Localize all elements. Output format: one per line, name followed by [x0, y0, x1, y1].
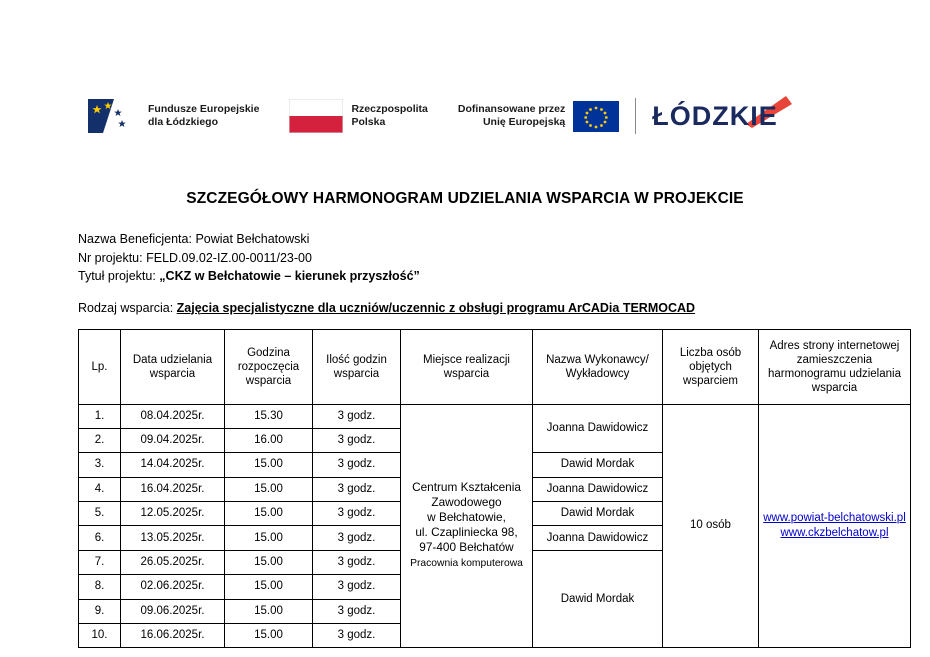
- beneficiary-line: [78, 230, 852, 249]
- cell-lp: 4.: [79, 477, 121, 501]
- place-line1: Centrum Kształcenia: [412, 480, 521, 495]
- logo-divider: [635, 98, 636, 134]
- cell-websites: [759, 404, 911, 648]
- link-ckz[interactable]: www.ckzbelchatow.pl: [780, 526, 889, 539]
- cell-lp: 9.: [79, 599, 121, 623]
- cell-qty: 3 godz.: [313, 550, 401, 574]
- cell-qty: 3 godz.: [313, 526, 401, 550]
- cell-teacher: Joanna Dawidowicz: [533, 477, 663, 501]
- schedule-table: [78, 329, 911, 649]
- cell-qty: 3 godz.: [313, 404, 401, 428]
- cell-teacher: Dawid Mordak: [533, 502, 663, 526]
- cell-place: [401, 404, 533, 648]
- cell-qty: 3 godz.: [313, 428, 401, 452]
- poland-line2: Polska: [351, 116, 386, 128]
- logo-bar: [78, 0, 852, 144]
- poland-logo-text: [351, 103, 427, 129]
- eu-line2: Unię Europejską: [482, 116, 566, 128]
- cell-lp: 5.: [79, 502, 121, 526]
- project-number-label: Nr projektu:: [78, 250, 147, 265]
- header-qty: Ilość godzin wsparcia: [313, 329, 401, 404]
- beneficiary-value: Powiat Bełchatowski: [195, 232, 310, 246]
- cell-date: 08.04.2025r.: [121, 404, 225, 428]
- cell-date: 12.05.2025r.: [121, 502, 225, 526]
- project-title-value: „CKZ w Bełchatowie – kierunek przyszłość”: [159, 269, 420, 283]
- eu-line1: Dofinansowane przez: [457, 103, 566, 115]
- header-lp: Lp.: [79, 329, 121, 404]
- cell-participants: 10 osób: [663, 404, 759, 648]
- cell-date: 14.04.2025r.: [121, 453, 225, 477]
- cell-date: 02.06.2025r.: [121, 575, 225, 599]
- cell-hour: 15.00: [225, 453, 313, 477]
- cell-lp: 8.: [79, 575, 121, 599]
- cell-hour: 15.00: [225, 477, 313, 501]
- cell-date: 26.05.2025r.: [121, 550, 225, 574]
- cell-hour: 15.00: [225, 575, 313, 599]
- cell-hour: 15.00: [225, 502, 313, 526]
- project-title-line: [78, 267, 852, 286]
- cell-hour: 16.00: [225, 428, 313, 452]
- poland-line1: Rzeczpospolita: [351, 103, 428, 115]
- project-number-value: FELD.09.02-IZ.00-0011/23-00: [146, 250, 312, 265]
- cell-date: 16.06.2025r.: [121, 624, 225, 648]
- place-line2: Zawodowego: [431, 495, 502, 510]
- cell-hour: 15.30: [225, 404, 313, 428]
- header-hour: Godzina rozpoczęcia wsparcia: [225, 329, 313, 404]
- project-meta: [78, 230, 852, 286]
- support-type-value: Zajęcia specjalistyczne dla uczniów/uczennic z obsługi programu ArCADia TERMOCAD: [176, 300, 696, 315]
- lodzkie-wordmark: ŁÓDZKIE: [652, 100, 778, 131]
- cell-qty: 3 godz.: [313, 624, 401, 648]
- cell-qty: 3 godz.: [313, 599, 401, 623]
- place-line6: Pracownia komputerowa: [410, 558, 523, 570]
- poland-logo: [289, 99, 427, 133]
- eu-funds-line1: Fundusze Europejskie: [148, 103, 260, 115]
- eu-funds-line2: dla Łódzkiego: [148, 116, 219, 128]
- table-row: [79, 404, 911, 428]
- cell-date: 16.04.2025r.: [121, 477, 225, 501]
- cell-hour: 15.00: [225, 624, 313, 648]
- project-title-label: Tytuł projektu:: [78, 269, 160, 283]
- link-powiat[interactable]: www.powiat-belchatowski.pl: [763, 511, 906, 524]
- support-type-label: Rodzaj wsparcia:: [78, 300, 177, 315]
- eu-cofunding-logo: [458, 101, 619, 132]
- support-type-line: [78, 301, 852, 315]
- cell-date: 13.05.2025r.: [121, 526, 225, 550]
- cell-hour: 15.00: [225, 599, 313, 623]
- cell-hour: 15.00: [225, 550, 313, 574]
- eu-flag-icon: [573, 101, 619, 132]
- cell-teacher: Joanna Dawidowicz: [533, 526, 663, 550]
- place-line5: 97-400 Bełchatów: [419, 540, 514, 555]
- cell-lp: 10.: [79, 624, 121, 648]
- cell-lp: 2.: [79, 428, 121, 452]
- place-line3: w Bełchatowie,: [427, 510, 506, 525]
- header-participants: Liczba osób objętych wsparciem: [663, 329, 759, 404]
- lodzkie-logo: [652, 96, 778, 136]
- poland-flag-icon: [289, 99, 343, 133]
- header-website: Adres strony internetowej zamieszczenia harmonogramu udzielania wsparcia: [759, 329, 911, 404]
- page-title: SZCZEGÓŁOWY HARMONOGRAM UDZIELANIA WSPARCIA W PROJEKCIE: [186, 190, 744, 207]
- project-number-line: [78, 249, 852, 268]
- cell-date: 09.06.2025r.: [121, 599, 225, 623]
- eu-funds-icon: [88, 99, 140, 133]
- cell-qty: 3 godz.: [313, 575, 401, 599]
- cell-teacher: Dawid Mordak: [533, 453, 663, 477]
- eu-flag-icon-svg: [573, 101, 619, 132]
- cell-date: 09.04.2025r.: [121, 428, 225, 452]
- header-teacher: Nazwa Wykonawcy/ Wykładowcy: [533, 329, 663, 404]
- cell-lp: 1.: [79, 404, 121, 428]
- cell-lp: 6.: [79, 526, 121, 550]
- eu-funds-logo: [88, 99, 259, 133]
- cell-qty: 3 godz.: [313, 502, 401, 526]
- cell-teacher: Joanna Dawidowicz: [533, 404, 663, 453]
- beneficiary-label: Nazwa Beneficjenta:: [78, 232, 196, 246]
- eu-funds-logo-text: [148, 103, 259, 129]
- cell-lp: 3.: [79, 453, 121, 477]
- eu-funds-icon-svg: [88, 99, 140, 133]
- place-line4: ul. Czapliniecka 98,: [415, 525, 518, 540]
- eu-cofunding-text: [458, 103, 565, 129]
- cell-teacher: Dawid Mordak: [533, 550, 663, 648]
- header-place: Miejsce realizacji wsparcia: [401, 329, 533, 404]
- cell-qty: 3 godz.: [313, 453, 401, 477]
- header-date: Data udzielania wsparcia: [121, 329, 225, 404]
- cell-hour: 15.00: [225, 526, 313, 550]
- cell-qty: 3 godz.: [313, 477, 401, 501]
- cell-lp: 7.: [79, 550, 121, 574]
- table-header-row: [79, 329, 911, 404]
